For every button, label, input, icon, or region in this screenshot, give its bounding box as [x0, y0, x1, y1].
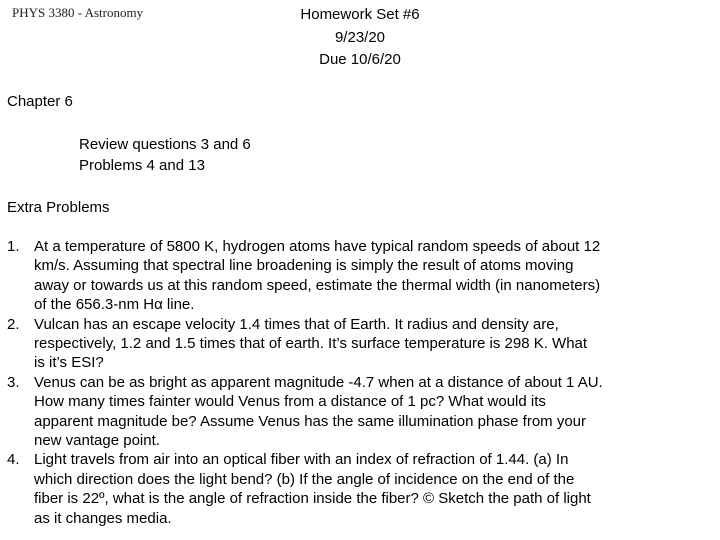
problem-text-line: fiber is 22º, what is the angle of refraction inside the fiber? © Sketch the path of light [34, 490, 591, 508]
problem-text-line: Venus can be as bright as apparent magnitude -4.7 when at a distance of about 1 AU. [34, 373, 603, 391]
problem-item [7, 237, 717, 315]
extra-problems-list [7, 237, 717, 528]
problem-text-line: of the 656.3-nm Hα line. [34, 296, 195, 314]
problem-text-line: away or towards us at this random speed, estimate the thermal width (in nanometers) [34, 276, 601, 294]
problem-text-line: which direction does the light bend? (b) If the angle of incidence on the end of the [34, 470, 575, 488]
problem-text-line: How many times fainter would Venus from a distance of 1 pc? What would its [34, 393, 546, 411]
extra-problems-heading: Extra Problems [7, 199, 110, 216]
problem-text-line: is it’s ESI? [34, 354, 104, 372]
problem-text-line: Light travels from air into an optical fiber with an index of refraction of 1.44. (a) In [34, 451, 569, 469]
problem-text-line: km/s. Assuming that spectral line broadening is simply the result of atoms moving [34, 257, 574, 275]
problem-text-line: apparent magnitude be? Assume Venus has the same illumination phase from your [34, 412, 586, 430]
review-questions: Review questions 3 and 6 [79, 136, 251, 153]
problem-number: 1. [7, 238, 20, 255]
problem-text-line: new vantage point. [34, 432, 160, 450]
problem-text-line: as it changes media. [34, 509, 172, 527]
problem-number: 3. [7, 373, 20, 391]
problem-text-line: Vulcan has an escape velocity 1.4 times that of Earth. It radius and density are, [34, 315, 559, 333]
problem-text-line: At a temperature of 5800 K, hydrogen atoms have typical random speeds of about 12 [34, 238, 601, 255]
problem-text-line: respectively, 1.2 and 1.5 times that of earth. It’s surface temperature is 298 K. What [34, 335, 588, 353]
chapter-problems: Problems 4 and 13 [79, 157, 205, 174]
homework-title: Homework Set #6 [300, 6, 420, 23]
problem-number: 4. [7, 451, 20, 469]
assigned-date: 9/23/20 [334, 29, 386, 46]
problem-number: 2. [7, 315, 20, 333]
problem-item [7, 450, 717, 528]
chapter-heading: Chapter 6 [7, 93, 73, 110]
due-date: Due 10/6/20 [319, 51, 401, 68]
course-label: PHYS 3380 - Astronomy [12, 5, 144, 20]
problem-item [7, 315, 717, 373]
problem-item [7, 373, 717, 451]
